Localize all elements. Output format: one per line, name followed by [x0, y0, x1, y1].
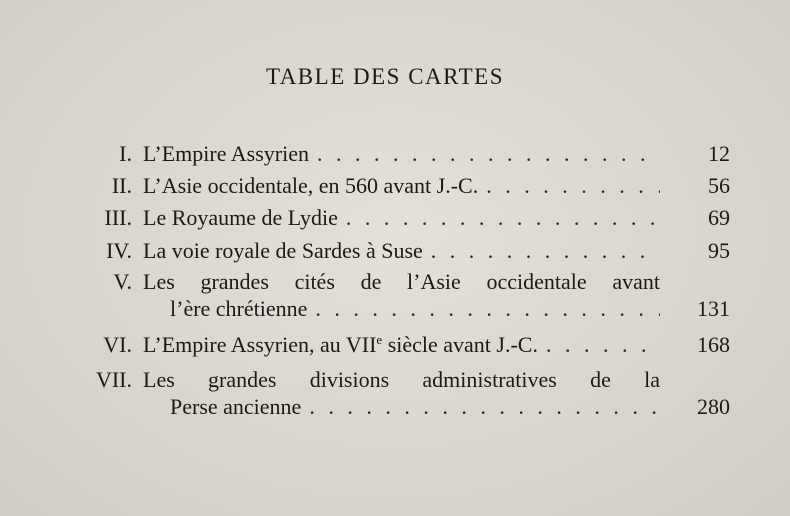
toc-entry — [60, 140, 740, 167]
entry-title-line-2: l’ère chrétienne — [170, 296, 308, 321]
entry-title: L’Asie occidentale, en 560 avant J.-C. — [143, 173, 479, 198]
entry-number: VI. — [103, 332, 132, 357]
entry-title: La voie royale de Sardes à Suse — [143, 238, 423, 263]
dot-leader — [315, 295, 660, 322]
dot-leader — [346, 204, 660, 231]
entry-title: L’Empire Assyrien — [143, 141, 309, 166]
toc-entry — [60, 204, 740, 231]
entry-page: 131 — [697, 296, 730, 321]
toc-entry — [60, 366, 740, 420]
dot-leader — [546, 331, 660, 358]
page-title: TABLE DES CARTES — [265, 64, 504, 89]
entry-title-line-1: Les grandes cités de l’Asie occidentale avant — [143, 269, 660, 294]
entry-page: 168 — [697, 332, 730, 357]
dot-leader — [486, 172, 660, 199]
entry-number: II. — [111, 173, 132, 198]
entry-page: 280 — [697, 394, 730, 419]
entry-title: L’Empire Assyrien, au VIIe siècle avant J.-C. — [143, 332, 538, 357]
dot-leader — [431, 237, 660, 264]
dot-leader — [317, 140, 660, 167]
entry-page: 12 — [708, 141, 730, 166]
entry-page: 69 — [708, 205, 730, 230]
entry-number: VII. — [95, 367, 132, 392]
entry-title: Le Royaume de Lydie — [143, 205, 338, 230]
entry-number: I. — [119, 141, 132, 166]
entry-number: V. — [113, 269, 132, 294]
entry-title-line-1: Les grandes divisions administratives de la — [143, 367, 660, 392]
dot-leader — [309, 393, 660, 420]
toc-entry — [60, 237, 740, 264]
entry-page: 95 — [708, 238, 730, 263]
entry-page: 56 — [708, 173, 730, 198]
entry-number: IV. — [106, 238, 132, 263]
entry-title-line-2: Perse ancienne — [170, 394, 302, 419]
entry-number: III. — [104, 205, 132, 230]
toc-entry — [60, 331, 740, 358]
toc-entry — [60, 172, 740, 199]
toc-entry — [60, 268, 740, 322]
